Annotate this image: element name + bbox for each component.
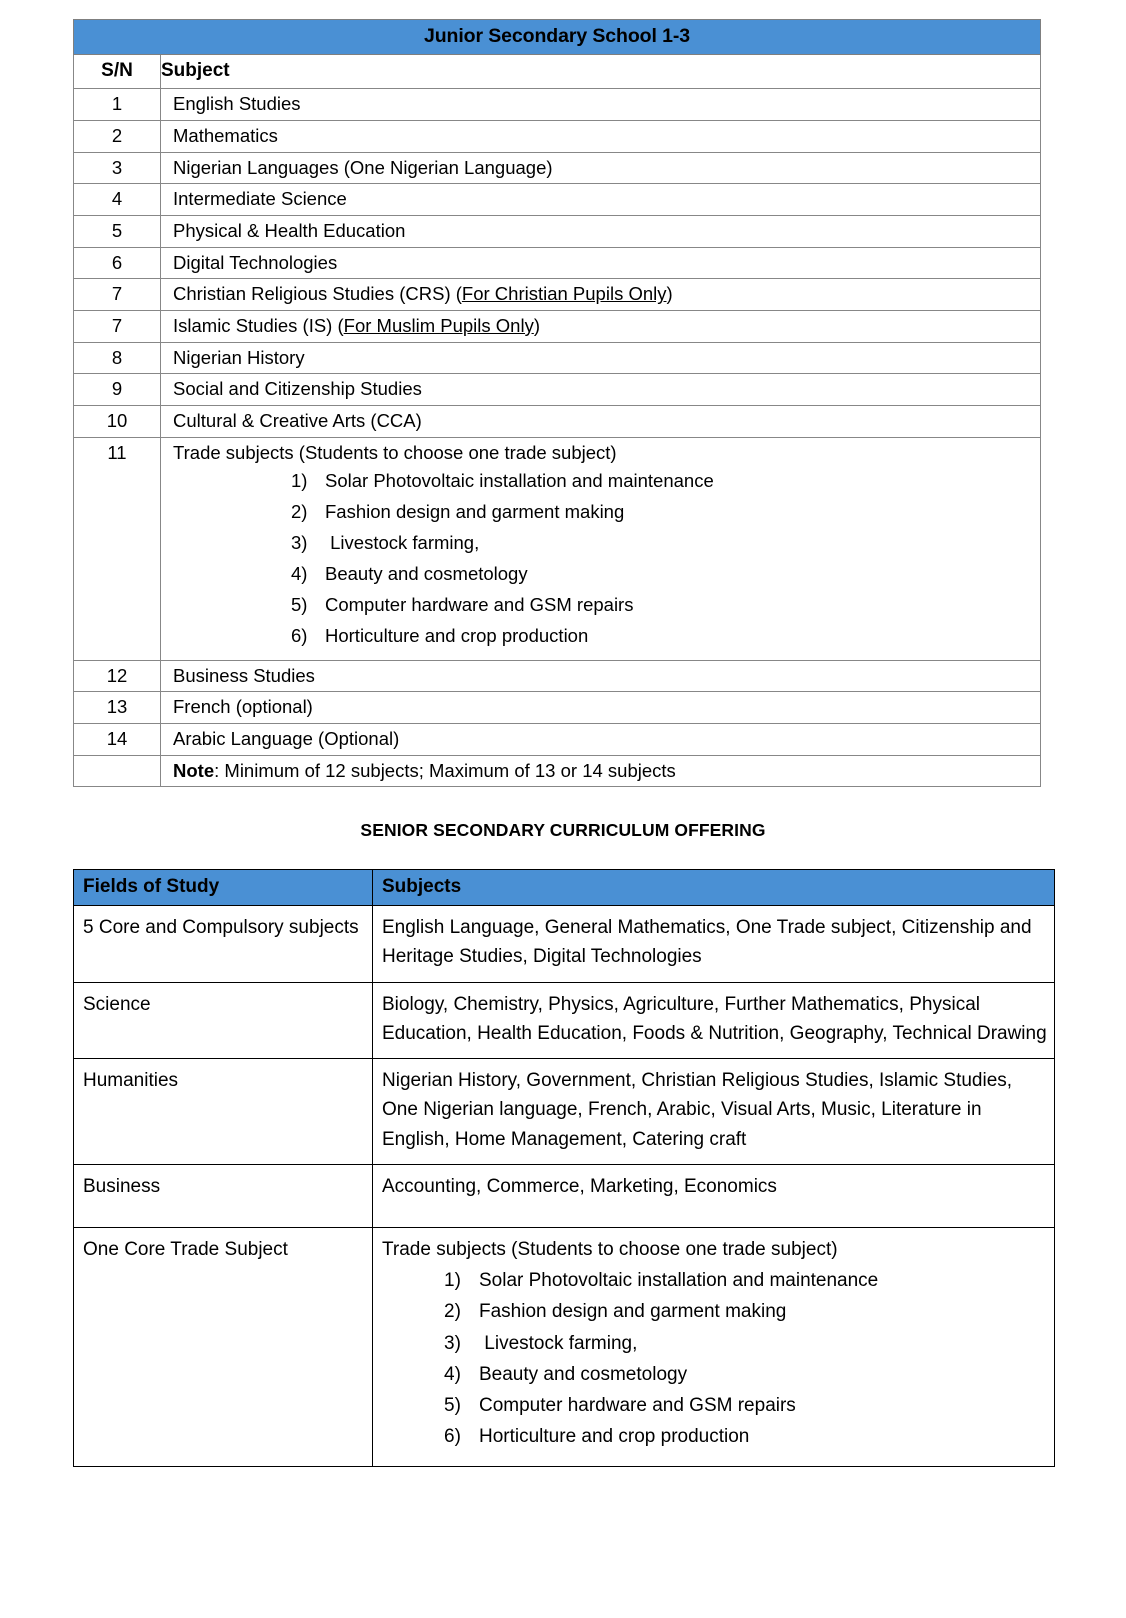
list-item-number: 5): [291, 593, 308, 615]
note-cell: [161, 755, 1041, 787]
table-row: [74, 247, 1041, 279]
row-subject-prefix: Islamic Studies (IS) (: [173, 315, 344, 337]
row-subject-underlined: For Christian Pupils Only: [461, 283, 667, 305]
list-item-label: Horticulture and crop production: [479, 1426, 750, 1448]
column-header-fields-of-study: Fields of Study: [74, 870, 373, 906]
column-header-subjects: Subjects: [373, 870, 1055, 906]
table-row-note: [74, 755, 1041, 787]
row-sn: 14: [74, 724, 161, 756]
list-item-number: 6): [291, 624, 308, 646]
table-row: [74, 279, 1041, 311]
table-row: [74, 982, 1055, 1059]
list-item-number: 2): [444, 1301, 461, 1323]
list-item-label: Horticulture and crop production: [325, 624, 589, 646]
table-row: [74, 184, 1041, 216]
table-row: [74, 311, 1041, 343]
list-item: [291, 590, 1040, 621]
row-field: 5 Core and Compulsory subjects: [74, 906, 373, 983]
row-subject-underlined: For Muslim Pupils Only: [343, 315, 534, 337]
list-item-label: Computer hardware and GSM repairs: [479, 1394, 796, 1416]
list-item: [444, 1390, 1048, 1421]
senior-table-header-row: [74, 870, 1055, 906]
table-row: [74, 1164, 1055, 1227]
row-sn: 3: [74, 152, 161, 184]
table-row: [74, 216, 1041, 248]
row-subject: [161, 311, 1041, 343]
list-item-number: 6): [444, 1426, 461, 1448]
row-subject-prefix: Christian Religious Studies (CRS) (: [173, 283, 462, 305]
row-field: Business: [74, 1164, 373, 1227]
row-sn-empty: [74, 755, 161, 787]
list-item: [291, 621, 1040, 652]
row-subject: Nigerian History: [161, 342, 1041, 374]
list-item-label: Livestock farming,: [479, 1332, 638, 1354]
list-item-number: 1): [444, 1270, 461, 1292]
list-item: [291, 497, 1040, 528]
row-sn: 13: [74, 692, 161, 724]
list-item-label: Beauty and cosmetology: [325, 563, 528, 585]
list-item-label: Solar Photovoltaic installation and maintenance: [325, 470, 714, 492]
table-row: [74, 374, 1041, 406]
row-field: Humanities: [74, 1059, 373, 1165]
note-label: Note: [173, 759, 215, 781]
row-subjects: [373, 1228, 1055, 1467]
list-item-label: Fashion design and garment making: [479, 1301, 787, 1323]
trade-subjects-list: [382, 1265, 1048, 1452]
row-sn: 2: [74, 120, 161, 152]
list-item-label: Computer hardware and GSM repairs: [325, 593, 634, 615]
row-sn: 9: [74, 374, 161, 406]
table-row: [74, 342, 1041, 374]
list-item: [291, 528, 1040, 559]
row-subject: [161, 437, 1041, 660]
row-subject: English Studies: [161, 89, 1041, 121]
column-header-sn: S/N: [74, 55, 161, 89]
list-item: [444, 1421, 1048, 1452]
row-subject: Nigerian Languages (One Nigerian Language): [161, 152, 1041, 184]
list-item-label: Beauty and cosmetology: [479, 1363, 688, 1385]
row-sn: 7: [74, 311, 161, 343]
list-item-number: 4): [444, 1363, 461, 1385]
table-row-trade-subjects: [74, 437, 1041, 660]
list-item: [444, 1359, 1048, 1390]
row-sn: 12: [74, 660, 161, 692]
senior-section-heading: SENIOR SECONDARY CURRICULUM OFFERING: [360, 820, 766, 840]
junior-secondary-table: [73, 19, 1041, 787]
list-item: [444, 1265, 1048, 1296]
row-subject: [161, 279, 1041, 311]
senior-secondary-table: [73, 869, 1055, 1467]
junior-table-title-row: [74, 20, 1041, 55]
list-item-number: 3): [291, 532, 308, 554]
table-row: [74, 724, 1041, 756]
list-item-number: 2): [291, 501, 308, 523]
column-header-subject: Subject: [161, 55, 1041, 89]
trade-subjects-intro: Trade subjects (Students to choose one trade subject): [173, 441, 617, 463]
row-sn: 8: [74, 342, 161, 374]
trade-subjects-intro: Trade subjects (Students to choose one trade subject): [382, 1239, 838, 1260]
table-row: [74, 1059, 1055, 1165]
list-item-number: 5): [444, 1394, 461, 1416]
row-subjects: English Language, General Mathematics, One Trade subject, Citizenship and Heritage Studies, Digital Technologies: [373, 906, 1055, 983]
list-item-label: Livestock farming,: [325, 532, 480, 554]
row-sn: 11: [74, 437, 161, 660]
row-subject: Digital Technologies: [161, 247, 1041, 279]
row-sn: 4: [74, 184, 161, 216]
row-sn: 10: [74, 406, 161, 438]
list-item-number: 4): [291, 563, 308, 585]
list-item-label: Solar Photovoltaic installation and maintenance: [479, 1270, 879, 1292]
row-subject: French (optional): [161, 692, 1041, 724]
row-subject: Intermediate Science: [161, 184, 1041, 216]
table-row: [74, 120, 1041, 152]
list-item: [444, 1328, 1048, 1359]
row-subject-suffix: ): [666, 283, 673, 305]
row-subjects: Biology, Chemistry, Physics, Agriculture, Further Mathematics, Physical Education, Health Education, Foods & Nutrition, Geography, Technical Drawing: [373, 982, 1055, 1059]
row-subject: Arabic Language (Optional): [161, 724, 1041, 756]
row-field: One Core Trade Subject: [74, 1228, 373, 1467]
table-row: [74, 692, 1041, 724]
table-row: [74, 406, 1041, 438]
row-subject: Cultural & Creative Arts (CCA): [161, 406, 1041, 438]
note-text: : Minimum of 12 subjects; Maximum of 13 or 14 subjects: [214, 759, 676, 781]
row-subject: Mathematics: [161, 120, 1041, 152]
row-sn: 5: [74, 216, 161, 248]
row-subject: Physical & Health Education: [161, 216, 1041, 248]
junior-table-title: Junior Secondary School 1-3: [74, 20, 1041, 55]
row-subject-suffix: ): [533, 315, 541, 337]
list-item: [444, 1296, 1048, 1327]
list-item: [291, 466, 1040, 497]
row-subject: Social and Citizenship Studies: [161, 374, 1041, 406]
table-row: [74, 152, 1041, 184]
list-item-label: Fashion design and garment making: [325, 501, 625, 523]
list-item-number: 3): [444, 1332, 461, 1354]
row-sn: 7: [74, 279, 161, 311]
row-field: Science: [74, 982, 373, 1059]
row-sn: 6: [74, 247, 161, 279]
table-row-trade-subjects: [74, 1228, 1055, 1467]
row-subject: Business Studies: [161, 660, 1041, 692]
row-sn: 1: [74, 89, 161, 121]
list-item-number: 1): [291, 470, 308, 492]
row-subjects: Accounting, Commerce, Marketing, Economics: [373, 1164, 1055, 1227]
trade-subjects-list: [173, 466, 1040, 651]
row-subjects: Nigerian History, Government, Christian Religious Studies, Islamic Studies, One Nigerian language, French, Arabic, Visual Arts, Music, Literature in English, Home Management, Catering craft: [373, 1059, 1055, 1165]
junior-table-header-row: [74, 55, 1041, 89]
list-item: [291, 559, 1040, 590]
table-row: [74, 89, 1041, 121]
table-row: [74, 906, 1055, 983]
table-row: [74, 660, 1041, 692]
